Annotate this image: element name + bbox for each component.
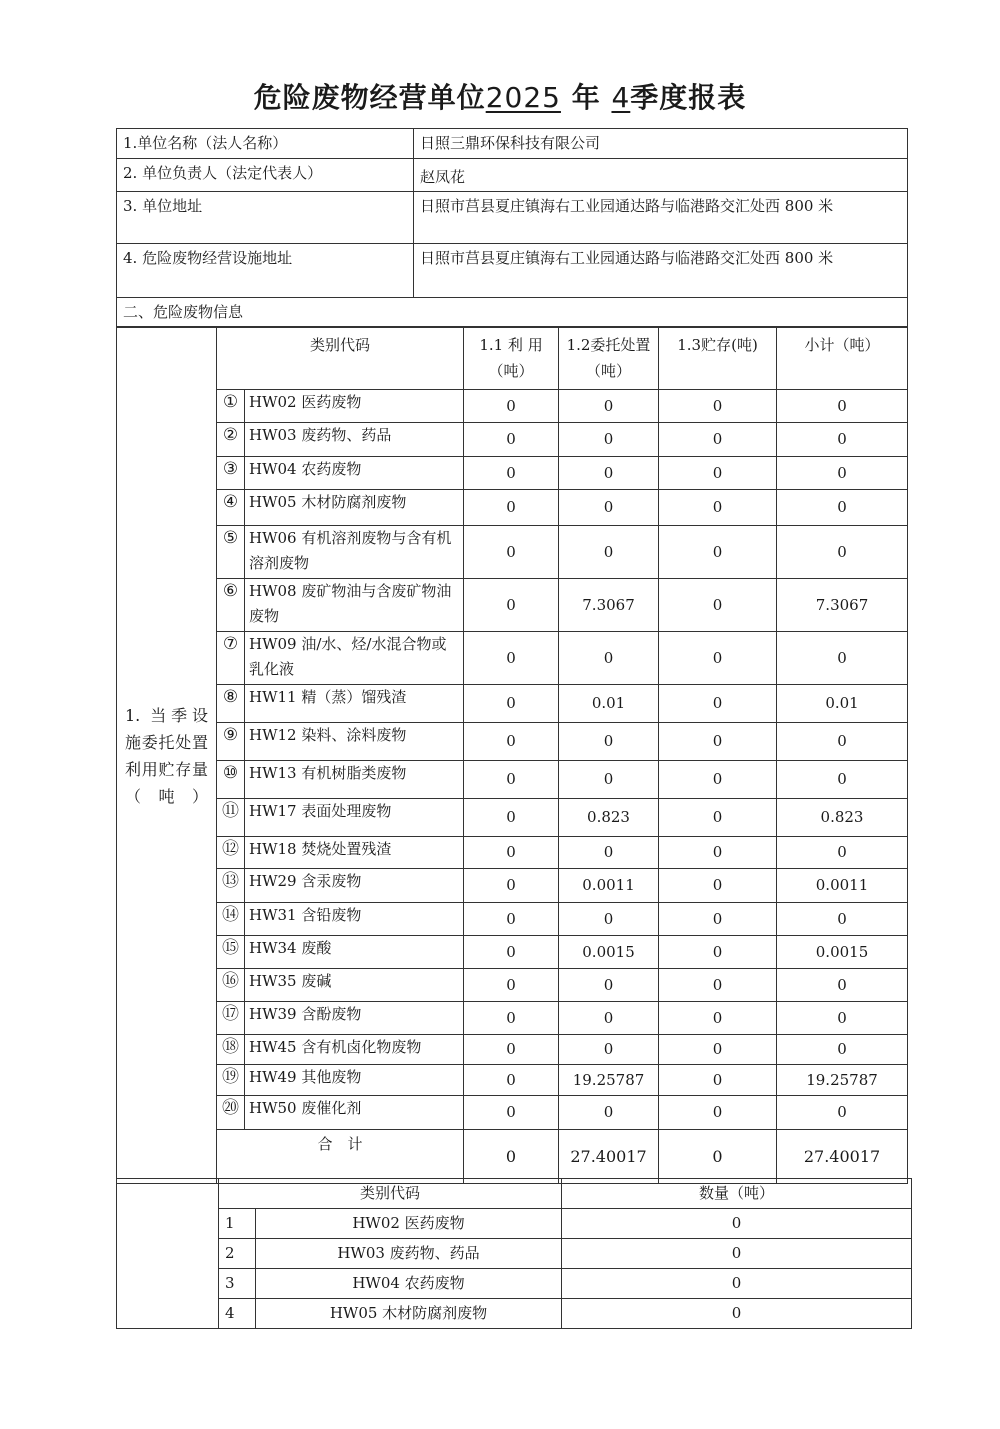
row-store: 0: [659, 490, 777, 526]
row-entrust: 19.25787: [559, 1065, 659, 1096]
row-entrust: 0: [559, 1002, 659, 1035]
col-header-category: 类别代码: [217, 328, 464, 390]
row-store: 0: [659, 457, 777, 490]
row-entrust: 0.0011: [559, 869, 659, 903]
row-index: ③: [217, 457, 245, 490]
row-use: 0: [464, 1096, 559, 1130]
row-use: 0: [464, 490, 559, 526]
row-entrust: 0: [559, 526, 659, 579]
row-subtotal: 0.0015: [777, 936, 908, 969]
row-use: 0: [464, 1065, 559, 1096]
row-category: HW18 焚烧处置残渣: [245, 837, 464, 869]
sub-row: [117, 1269, 912, 1299]
sub-row-qty: 0: [562, 1299, 912, 1329]
waste-row: [117, 903, 908, 936]
info-value: 日照市莒县夏庄镇海右工业园通达路与临港路交汇处西 800 米: [414, 244, 908, 298]
row-entrust: 0: [559, 390, 659, 423]
row-index: ⑳: [217, 1096, 245, 1130]
info-value: 赵凤花: [414, 159, 908, 192]
total-row: [117, 1130, 908, 1184]
row-use: 0: [464, 685, 559, 723]
row-category: HW35 废碱: [245, 969, 464, 1002]
waste-row: [117, 969, 908, 1002]
waste-row: [117, 869, 908, 903]
row-store: 0: [659, 1002, 777, 1035]
row-use: 0: [464, 1002, 559, 1035]
row-store: 0: [659, 723, 777, 761]
row-category: HW45 含有机卤化物废物: [245, 1035, 464, 1065]
row-use: 0: [464, 1035, 559, 1065]
row-entrust: 0: [559, 423, 659, 457]
waste-row: [117, 526, 908, 579]
sub-row: [117, 1299, 912, 1329]
row-subtotal: 7.3067: [777, 579, 908, 632]
row-index: ⑨: [217, 723, 245, 761]
row-store: 0: [659, 837, 777, 869]
row-index: ⑫: [217, 837, 245, 869]
row-store: 0: [659, 936, 777, 969]
sub-row-index: 3: [219, 1269, 256, 1299]
row-category: HW39 含酚废物: [245, 1002, 464, 1035]
row-subtotal: 19.25787: [777, 1065, 908, 1096]
row-category: HW03 废药物、药品: [245, 423, 464, 457]
row-subtotal: 0: [777, 632, 908, 685]
waste-row: [117, 390, 908, 423]
row-category: HW17 表面处理废物: [245, 799, 464, 837]
row-store: 0: [659, 390, 777, 423]
row-category: HW49 其他废物: [245, 1065, 464, 1096]
row-store: 0: [659, 579, 777, 632]
row-entrust: 0.0015: [559, 936, 659, 969]
sub-header-qty: 数量（吨）: [562, 1179, 912, 1209]
waste-row: [117, 761, 908, 799]
col-header-subtotal: 小计（吨）: [777, 328, 908, 390]
row-store: 0: [659, 423, 777, 457]
waste-row: [117, 632, 908, 685]
row-category: HW06 有机溶剂废物与含有机溶剂废物: [245, 526, 464, 579]
info-row: [117, 244, 908, 298]
row-use: 0: [464, 761, 559, 799]
sub-row-index: 4: [219, 1299, 256, 1329]
row-use: 0: [464, 423, 559, 457]
info-row: [117, 159, 908, 192]
col-header-store: 1.3贮存(吨): [659, 328, 777, 390]
row-subtotal: 0.823: [777, 799, 908, 837]
total-use: 0: [464, 1130, 559, 1184]
sub-side-cell: [117, 1179, 219, 1329]
row-category: HW02 医药废物: [245, 390, 464, 423]
row-index: ⑮: [217, 936, 245, 969]
row-use: 0: [464, 799, 559, 837]
row-store: 0: [659, 526, 777, 579]
row-subtotal: 0: [777, 723, 908, 761]
row-subtotal: 0: [777, 837, 908, 869]
row-subtotal: 0: [777, 761, 908, 799]
sub-row: [117, 1239, 912, 1269]
row-category: HW08 废矿物油与含废矿物油废物: [245, 579, 464, 632]
row-index: ⑯: [217, 969, 245, 1002]
row-subtotal: 0: [777, 423, 908, 457]
row-use: 0: [464, 390, 559, 423]
sub-row-index: 1: [219, 1209, 256, 1239]
row-index: ⑱: [217, 1035, 245, 1065]
sub-waste-table: [116, 1178, 912, 1329]
total-entrust: 27.40017: [559, 1130, 659, 1184]
row-store: 0: [659, 969, 777, 1002]
row-subtotal: 0: [777, 1002, 908, 1035]
info-row: [117, 129, 908, 159]
row-store: 0: [659, 869, 777, 903]
row-use: 0: [464, 723, 559, 761]
row-store: 0: [659, 1096, 777, 1130]
row-entrust: 0: [559, 761, 659, 799]
row-entrust: 0.01: [559, 685, 659, 723]
total-label: 合 计: [217, 1130, 464, 1184]
row-store: 0: [659, 799, 777, 837]
row-entrust: 0: [559, 457, 659, 490]
info-label: 4. 危险废物经营设施地址: [117, 244, 414, 298]
row-entrust: 0: [559, 1096, 659, 1130]
section-header-row: [117, 298, 908, 327]
row-entrust: 0: [559, 837, 659, 869]
sub-row-qty: 0: [562, 1209, 912, 1239]
title-mid: 年: [571, 81, 601, 114]
waste-row: [117, 490, 908, 526]
row-index: ⑪: [217, 799, 245, 837]
row-entrust: 0: [559, 903, 659, 936]
section-title: 二、危险废物信息: [117, 298, 908, 327]
row-use: 0: [464, 632, 559, 685]
row-entrust: 0: [559, 632, 659, 685]
row-category: HW12 染料、涂料废物: [245, 723, 464, 761]
row-index: ④: [217, 490, 245, 526]
row-subtotal: 0: [777, 969, 908, 1002]
title-year: 2025: [485, 81, 561, 114]
waste-row: [117, 1002, 908, 1035]
sub-row-category: HW05 木材防腐剂废物: [256, 1299, 562, 1329]
row-index: ⑲: [217, 1065, 245, 1096]
waste-row: [117, 799, 908, 837]
info-value: 日照三鼎环保科技有限公司: [414, 129, 908, 159]
row-entrust: 7.3067: [559, 579, 659, 632]
row-category: HW50 废催化剂: [245, 1096, 464, 1130]
sub-row-category: HW02 医药废物: [256, 1209, 562, 1239]
row-store: 0: [659, 903, 777, 936]
sub-header-row: [117, 1179, 912, 1209]
row-category: HW31 含铅废物: [245, 903, 464, 936]
row-category: HW13 有机树脂类废物: [245, 761, 464, 799]
row-use: 0: [464, 579, 559, 632]
waste-row: [117, 723, 908, 761]
info-label: 3. 单位地址: [117, 192, 414, 244]
row-entrust: 0: [559, 1035, 659, 1065]
waste-row: [117, 1035, 908, 1065]
waste-table: [116, 327, 908, 1184]
waste-row: [117, 1096, 908, 1130]
row-use: 0: [464, 869, 559, 903]
row-category: HW05 木材防腐剂废物: [245, 490, 464, 526]
total-subtotal: 27.40017: [777, 1130, 908, 1184]
row-category: HW09 油/水、烃/水混合物或乳化液: [245, 632, 464, 685]
row-subtotal: 0: [777, 490, 908, 526]
row-index: ⑰: [217, 1002, 245, 1035]
waste-row: [117, 579, 908, 632]
page-title: [0, 76, 1000, 116]
row-store: 0: [659, 1065, 777, 1096]
row-index: ⑥: [217, 579, 245, 632]
col-header-use: 1.1 利 用（吨）: [464, 328, 559, 390]
row-index: ⑤: [217, 526, 245, 579]
sub-header-category: 类别代码: [219, 1179, 562, 1209]
info-value: 日照市莒县夏庄镇海右工业园通达路与临港路交汇处西 800 米: [414, 192, 908, 244]
row-subtotal: 0: [777, 903, 908, 936]
sub-row-qty: 0: [562, 1239, 912, 1269]
row-subtotal: 0: [777, 390, 908, 423]
row-subtotal: 0: [777, 1035, 908, 1065]
waste-row: [117, 936, 908, 969]
info-label: 1.单位名称（法人名称）: [117, 129, 414, 159]
row-entrust: 0: [559, 490, 659, 526]
total-store: 0: [659, 1130, 777, 1184]
row-index: ⑭: [217, 903, 245, 936]
sub-row-index: 2: [219, 1239, 256, 1269]
row-index: ⑬: [217, 869, 245, 903]
row-use: 0: [464, 969, 559, 1002]
waste-row: [117, 685, 908, 723]
side-label: 1. 当季设施委托处置利用贮存量（吨）: [117, 328, 217, 1184]
row-use: 0: [464, 457, 559, 490]
unit-info-table: [116, 128, 908, 327]
col-header-entrust: 1.2委托处置（吨）: [559, 328, 659, 390]
waste-row: [117, 423, 908, 457]
row-store: 0: [659, 1035, 777, 1065]
row-category: HW34 废酸: [245, 936, 464, 969]
row-subtotal: 0.01: [777, 685, 908, 723]
row-index: ②: [217, 423, 245, 457]
row-use: 0: [464, 526, 559, 579]
row-subtotal: 0.0011: [777, 869, 908, 903]
row-use: 0: [464, 903, 559, 936]
row-use: 0: [464, 837, 559, 869]
row-subtotal: 0: [777, 1096, 908, 1130]
row-subtotal: 0: [777, 457, 908, 490]
row-store: 0: [659, 632, 777, 685]
title-suffix: 季度报表: [630, 81, 747, 114]
row-entrust: 0: [559, 723, 659, 761]
sub-row-qty: 0: [562, 1269, 912, 1299]
sub-row-category: HW04 农药废物: [256, 1269, 562, 1299]
waste-row: [117, 457, 908, 490]
title-prefix: 危险废物经营单位: [253, 81, 486, 114]
row-index: ⑦: [217, 632, 245, 685]
row-entrust: 0.823: [559, 799, 659, 837]
row-index: ①: [217, 390, 245, 423]
row-store: 0: [659, 761, 777, 799]
header-row: [117, 328, 908, 390]
row-index: ⑧: [217, 685, 245, 723]
row-subtotal: 0: [777, 526, 908, 579]
row-use: 0: [464, 936, 559, 969]
row-index: ⑩: [217, 761, 245, 799]
row-category: HW11 精（蒸）馏残渣: [245, 685, 464, 723]
row-category: HW04 农药废物: [245, 457, 464, 490]
sub-row-category: HW03 废药物、药品: [256, 1239, 562, 1269]
waste-row: [117, 837, 908, 869]
row-category: HW29 含汞废物: [245, 869, 464, 903]
sub-row: [117, 1209, 912, 1239]
waste-row: [117, 1065, 908, 1096]
info-label: 2. 单位负责人（法定代表人）: [117, 159, 414, 192]
info-row: [117, 192, 908, 244]
row-entrust: 0: [559, 969, 659, 1002]
title-quarter: 4: [611, 81, 631, 114]
row-store: 0: [659, 685, 777, 723]
